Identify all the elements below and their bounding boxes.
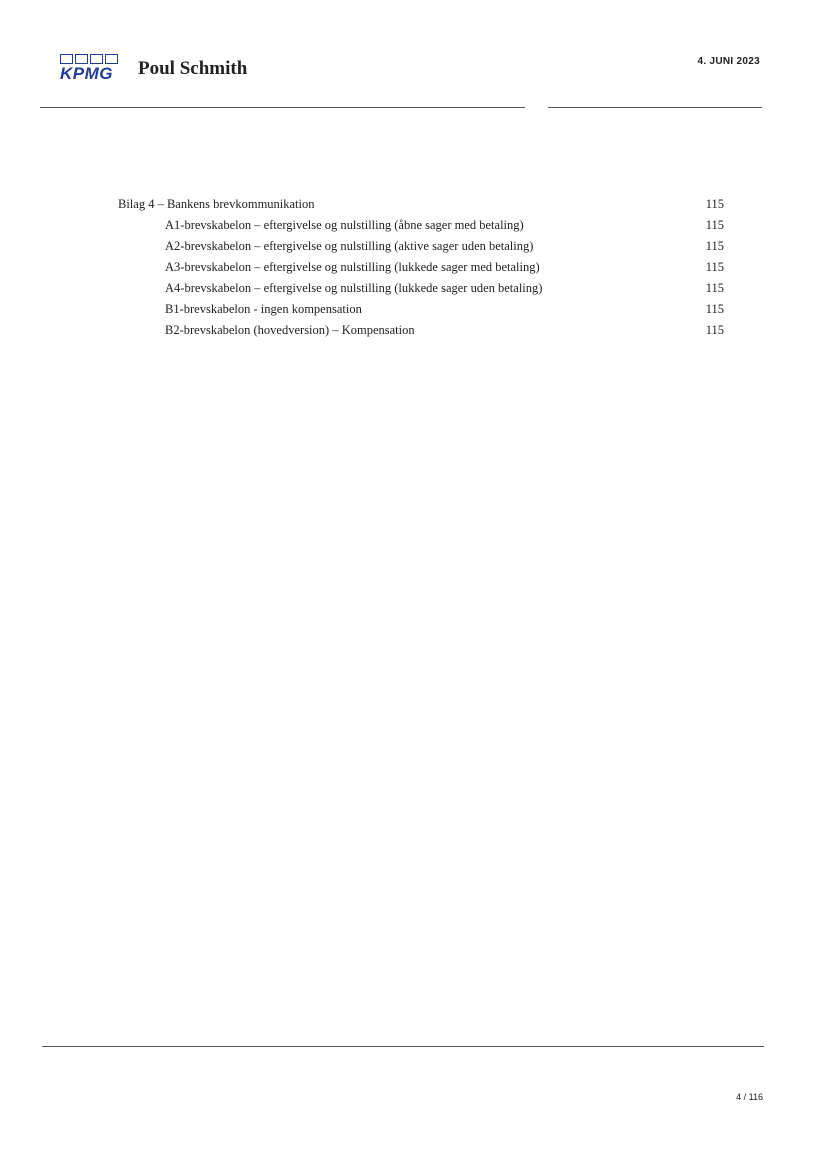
kpmg-logo-text: KPMG [60,64,113,83]
toc-entry[interactable] [118,302,724,323]
toc-entry-page: 115 [705,197,724,211]
footer-rule [42,1046,764,1047]
page-header [60,52,770,92]
toc-entry[interactable] [118,281,724,302]
toc-entry[interactable] [118,197,724,218]
table-of-contents [118,197,724,344]
kpmg-logo-squares-icon [60,54,120,64]
toc-entry-label: B2-brevskabelon (hovedversion) – Kompensation [165,323,415,337]
toc-entry-page: 115 [705,302,724,316]
header-rule-right [548,107,762,108]
toc-entry-page: 115 [705,239,724,253]
header-rule-left [40,107,525,108]
toc-entry-page: 115 [705,260,724,274]
toc-entry[interactable] [118,239,724,260]
toc-entry-page: 115 [705,323,724,337]
toc-entry-label: A4-brevskabelon – eftergivelse og nulstilling (lukkede sager uden betaling) [165,281,543,295]
toc-entry-page: 115 [705,281,724,295]
report-date: 4. JUNI 2023 [697,56,760,67]
toc-entry-page: 115 [705,218,724,232]
toc-entry-label: Bilag 4 – Bankens brevkommunikation [118,197,315,211]
toc-entry-label: A2-brevskabelon – eftergivelse og nulstilling (aktive sager uden betaling) [165,239,534,253]
toc-entry[interactable] [118,260,724,281]
toc-entry[interactable] [118,218,724,239]
page-number: 4 / 116 [736,1092,763,1102]
toc-entry-label: B1-brevskabelon - ingen kompensation [165,302,362,316]
toc-entry[interactable] [118,323,724,344]
toc-entry-label: A3-brevskabelon – eftergivelse og nulstilling (lukkede sager med betaling) [165,260,540,274]
toc-entry-label: A1-brevskabelon – eftergivelse og nulstilling (åbne sager med betaling) [165,218,524,232]
firm-name: Poul Schmith [138,58,248,79]
kpmg-logo [60,54,120,84]
